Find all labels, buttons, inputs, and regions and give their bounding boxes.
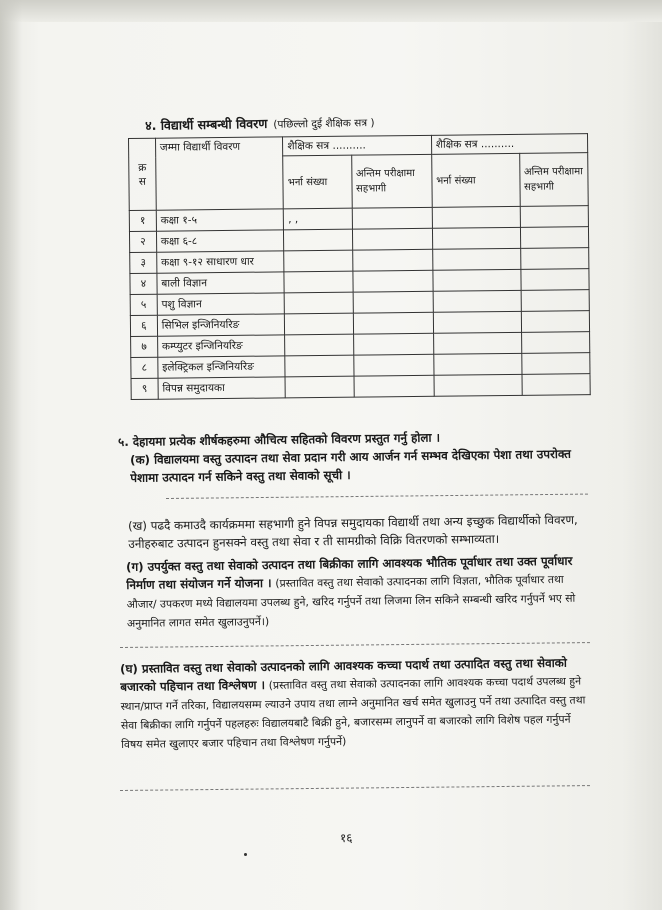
row-serial: ९ [131,378,158,399]
row-cell [434,353,522,375]
item-gha [120,653,591,754]
row-cell [285,376,353,398]
scan-edge-top [0,0,662,22]
row-cell [353,333,433,355]
row-cell [520,269,589,291]
enrolment-header-1: भर्ना संख्या [283,155,352,209]
item-ga-note: (प्रस्तावित वस्तु तथा सेवाको उत्पादनका लागि विज्ञता, भौतिक पूर्वाधार तथा औजार/ उपकरण मध्ये विद्यालयमा उपलब्ध हुने, खरिद गर्नुपर्ने तथा लिजमा लिन सकिने सम्बन्धी खरिद गर्नुपर्ने भए सो अनुमानित लागत समेत खुलाउनुपर्ने।) [126,572,576,630]
row-serial: ७ [131,336,158,357]
section-4-title: ४. विद्यार्थी सम्बन्धी विवरण [145,115,268,133]
row-cell [352,207,432,229]
row-serial: ४ [130,273,157,294]
answer-line-gha [120,785,590,791]
answer-line-ga [120,642,590,648]
row-cell [352,270,432,292]
row-cell [284,229,352,251]
row-cell [432,206,520,228]
row-cell [521,290,590,312]
section-4-subtitle: (पछिल्लो दुई शैक्षिक सत्र ) [273,116,375,131]
row-serial: ८ [131,357,158,378]
row-cell [353,312,433,334]
row-cell [520,248,589,270]
row-label: कक्षा ९-१२ साधारण धार [156,251,284,273]
enrolment-header-2: भर्ना संख्या [431,153,519,207]
row-cell [522,374,591,396]
item-gha-title: (घ) प्रस्तावित वस्तु तथा सेवाको उत्पादनको लागि आवश्यक कच्चा पदार्थ तथा उत्पादित वस्तु तथा सेवाको बजारको पहिचान तथा विश्लेषण । [120,655,567,694]
row-serial: ३ [130,252,157,273]
serial-number-header: क्र स [129,138,157,210]
row-cell [353,354,433,376]
table-row [131,374,590,400]
item-ka: (क) विद्यालयमा वस्तु उत्पादन तथा सेवा प्रदान गरी आय आर्जन गर्न सम्भव देखिएका पेशा तथा उपरोक्त पेशामा उत्पादन गर्न सकिने वस्तु तथा सेवाको सूची । [130,446,572,485]
row-cell [354,375,434,397]
row-cell: , , [284,208,352,230]
session-1-header: शैक्षिक सत्र .......... [283,135,432,156]
row-cell [434,374,522,396]
row-cell [285,355,353,377]
session-2-header: शैक्षिक सत्र .......... [431,134,587,155]
row-cell [352,228,432,250]
row-cell [432,248,520,270]
row-cell [520,206,589,228]
row-label: कम्प्युटर इन्जिनियरिङ [157,335,285,357]
row-label: कक्षा १-५ [156,209,284,231]
row-cell [284,271,352,293]
row-serial: ६ [130,315,157,336]
row-label: बाली विज्ञान [157,272,285,294]
row-serial: ५ [130,294,157,315]
row-serial: २ [129,231,156,252]
row-cell [433,332,521,354]
section-4-heading [145,113,375,134]
row-cell [433,290,521,312]
final-exam-header-2: अन्तिम परीक्षामा सहभागी [519,153,588,207]
student-details-table-wrap [128,133,591,400]
row-cell [284,250,352,272]
row-cell [520,227,589,249]
section-5-heading: ५. देहायमा प्रत्येक शीर्षकहरुमा औचित्य सहितको विवरण प्रस्तुत गर्नु होला । [118,430,441,449]
page-number: १६ [340,831,353,845]
item-kha: (ख) पढदै कमाउदै कार्यक्रममा सहभागी हुने विपन्न समुदायका विद्यार्थी तथा अन्य इच्छुक विद्यार्थीको विवरण, उनीहरुबाट उत्पादन हुनसक्ने वस्तु तथा सेवा र ती सामग्रीको विक्रि वितरणको सम्भाव्यता। [128,512,578,551]
row-cell [352,249,432,271]
item-ga-title: (ग) उपर्युक्त वस्तु तथा सेवाको उत्पादन तथा बिक्रीका लागि आवश्यक भौतिक पूर्वाधार तथा उक्त पूर्वाधार निर्माण तथा संयोजन गर्ने योजना । [126,553,573,592]
student-details-header: जम्मा विद्यार्थी विवरण [155,137,283,210]
row-cell [285,334,353,356]
row-cell [433,311,521,333]
scan-speck [244,853,247,856]
row-cell [521,353,590,375]
scan-edge-left [0,0,22,910]
item-ga [126,551,595,633]
row-cell [353,291,433,313]
item-gha-note: (प्रस्तावित वस्तु तथा सेवाको उत्पादनका लागि आवश्यक कच्चा पदार्थ उपलब्ध हुने स्थान/प्राप्त गर्ने तरिका, विद्यालयसम्म ल्याउने उपाय तथा लाग्ने अनुमानित खर्च समेत खुलाउनु पर्ने तथा उत्पादित वस्तु तथा सेवा बिक्रीका लागि गर्नुपर्ने पहलहरुः विद्यालयबाटै बिक्री हुने, बजारसम्म लानुपर्ने वा बजारको लागि विशेष पहल गर्नुपर्ने विषय समेत खुलाएर बजार पहिचान तथा विश्लेषण गर्नुपर्ने) [120,674,586,751]
row-label: कक्षा ६-८ [156,230,284,252]
row-label: इलेक्ट्रिकल इन्जिनियरिङ [158,356,286,378]
row-cell [285,313,353,335]
row-cell [284,292,352,314]
row-serial: १ [129,210,156,231]
row-label: सिभिल इन्जिनियरिङ [157,314,285,336]
final-exam-header-1: अन्तिम परीक्षामा सहभागी [351,154,432,208]
row-label: विपन्न समुदायका [158,377,286,399]
row-cell [521,311,590,333]
answer-line-ka [166,494,588,499]
row-cell [521,332,590,354]
row-label: पशु विज्ञान [157,293,285,315]
row-cell [432,227,520,249]
student-details-table [128,133,591,400]
row-cell [433,269,521,291]
